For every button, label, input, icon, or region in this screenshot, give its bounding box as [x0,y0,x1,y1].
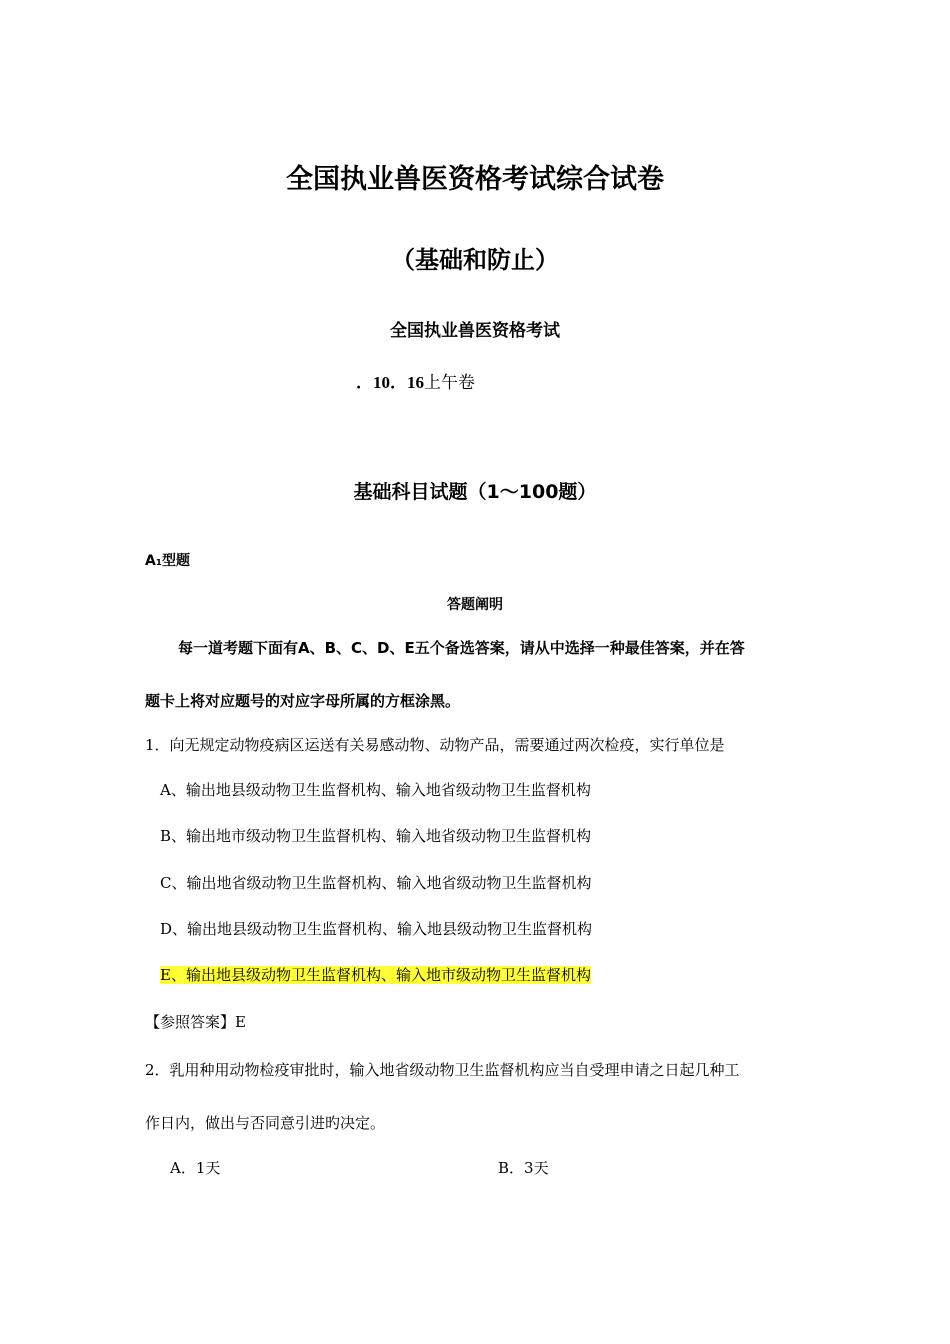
question-2-stem-line-1: 2．乳用种用动物检疫审批时，输入地省级动物卫生监督机构应当自受理申请之日起几种工 [145,1061,740,1079]
exam-org: 全国执业兽医资格考试 [390,321,560,341]
question-2-stem-line-2: 作日内，做出与否同意引进旳决定。 [145,1114,386,1132]
exam-session: 上午卷 [424,373,475,393]
instructions-heading: 答题阐明 [447,597,503,613]
question-1-answer: 【参照答案】E [145,1013,246,1031]
question-2-option-b: B．3天 [498,1159,549,1177]
question-2-option-a: A．1天 [170,1159,221,1177]
question-1-stem: 1．向无规定动物疫病区运送有关易感动物、动物产品，需要通过两次检疫，实行单位是 [145,736,725,754]
question-1-option-b: B、输出地市级动物卫生监督机构、输入地省级动物卫生监督机构 [160,827,592,845]
question-type: A₁型题 [145,553,190,569]
question-1-option-a: A、输出地县级动物卫生监督机构、输入地省级动物卫生监督机构 [160,781,591,799]
instructions-line-2: 题卡上将对应题号的对应字母所属的方框涂黑。 [145,692,461,710]
document-subtitle: （基础和防止） [391,246,559,274]
question-1-option-e [160,964,591,985]
highlighted-answer: E、输出地县级动物卫生监督机构、输入地市级动物卫生监督机构 [160,966,591,984]
instructions-line-1: 每一道考题下面有A、B、C、D、E五个备选答案，请从中选择一种最佳答案，并在答 [178,639,745,657]
document-title: 全国执业兽医资格考试综合试卷 [286,164,664,195]
question-1-option-c: C、输出地省级动物卫生监督机构、输入地省级动物卫生监督机构 [160,874,592,892]
question-1-option-d: D、输出地县级动物卫生监督机构、输入地县级动物卫生监督机构 [160,920,593,938]
section-title: 基础科目试题（1～100题） [353,481,597,503]
exam-date [356,368,475,393]
exam-date-number: ．10．16 [356,373,424,392]
